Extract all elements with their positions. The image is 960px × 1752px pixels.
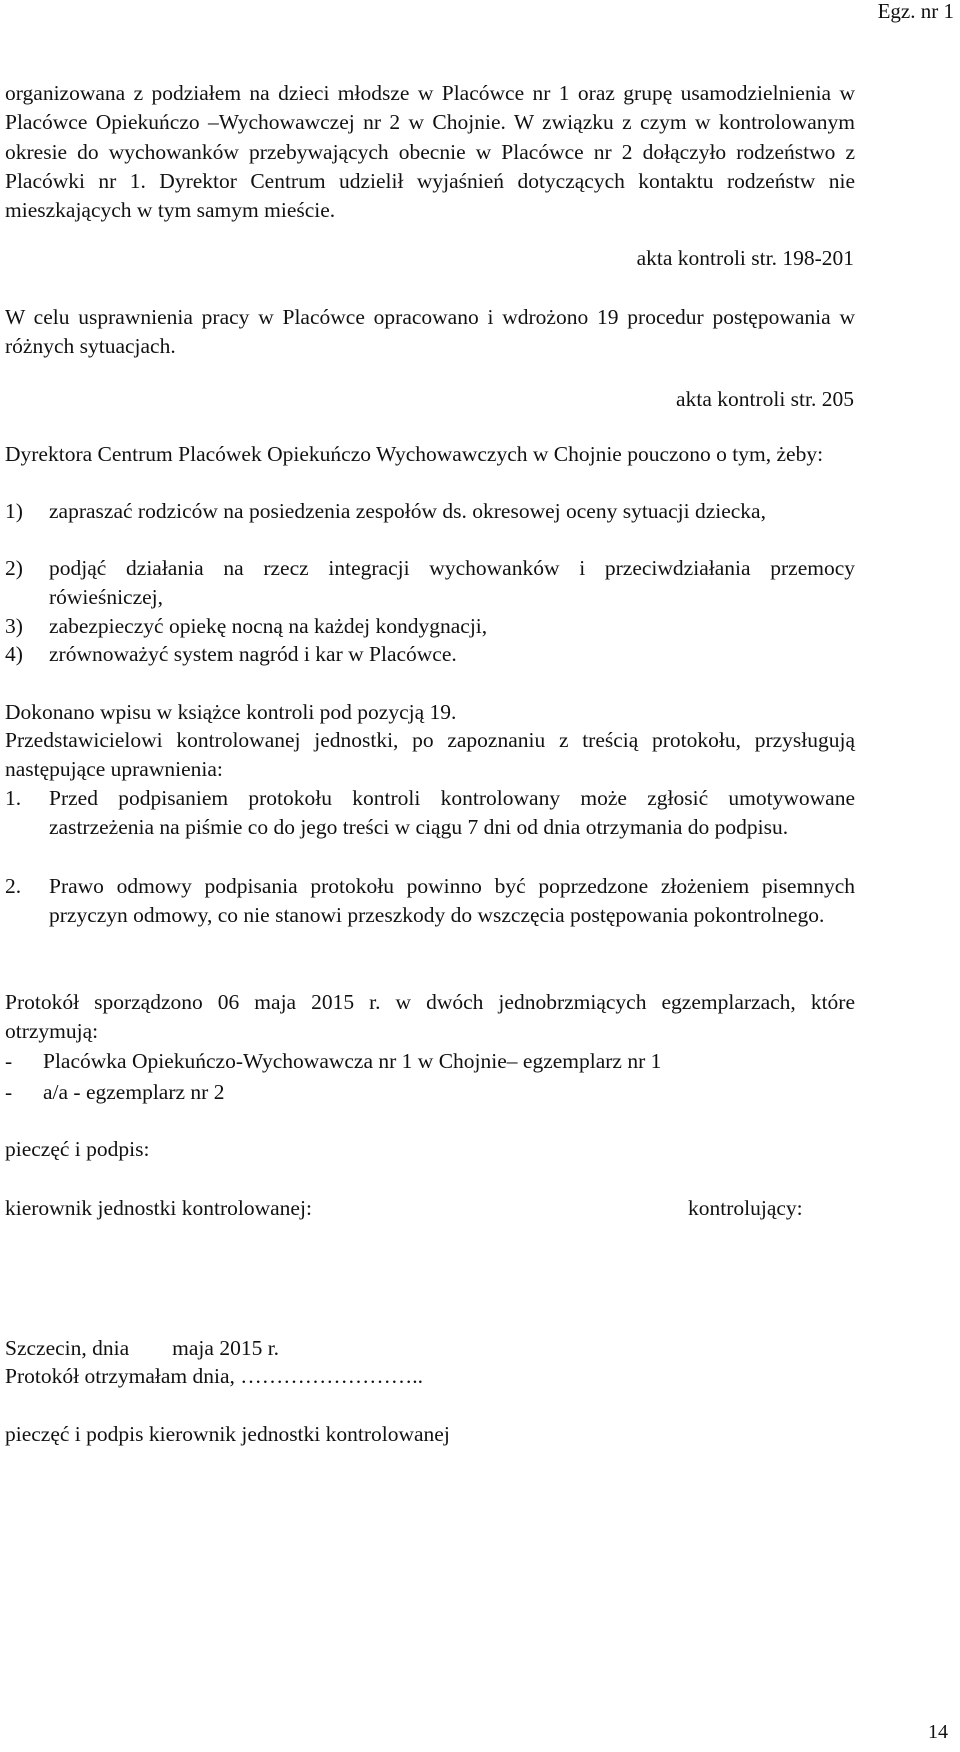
- right-text: Prawo odmowy podpisania protokołu powinno być poprzedzone złożeniem pisemnych przyczyn odmowy, co nie stanowi przeszkody do wszczęcia postępowania pokontrolnego.: [49, 874, 855, 928]
- stamp-signature-label: pieczęć i podpis:: [5, 1137, 150, 1161]
- inspector-label: kontrolujący:: [688, 1196, 803, 1220]
- received-date-line: Protokół otrzymałam dnia, ……………………..: [5, 1364, 424, 1388]
- paragraph-protocol-copies: Protokół sporządzono 06 maja 2015 r. w dwóch jednobrzmiących egzemplarzach, które otrzymują:: [5, 990, 855, 1044]
- paragraph-procedures: W celu usprawnienia pracy w Placówce opracowano i wdrożono 19 procedur postępowania w różnych sytuacjach.: [5, 305, 855, 359]
- recipient-dash: -: [5, 1080, 13, 1104]
- instruction-number: 1): [5, 499, 23, 523]
- right-number: 2.: [5, 874, 22, 898]
- instruction-number: 3): [5, 614, 23, 638]
- recipient-item: [5, 1047, 661, 1075]
- instruction-text: zabezpieczyć opiekę nocną na każdej kondygnacji,: [49, 614, 488, 638]
- instruction-item: [5, 497, 855, 526]
- paragraph-instructions-intro: Dyrektora Centrum Placówek Opiekuńczo Wychowawczych w Chojnie pouczono o tym, żeby:: [5, 442, 824, 466]
- reference-198-201: akta kontroli str. 198-201: [636, 246, 854, 270]
- instruction-item: [5, 640, 855, 669]
- place-date-line: Szczecin, dnia maja 2015 r.: [5, 1336, 280, 1360]
- paragraph-rights-intro: Przedstawicielowi kontrolowanej jednostki, po zapoznaniu z treścią protokołu, przysługują następujące uprawnienia:: [5, 728, 855, 782]
- recipient-text: Placówka Opiekuńczo-Wychowawcza nr 1 w Chojnie– egzemplarz nr 1: [43, 1049, 662, 1073]
- instruction-text: zapraszać rodziców na posiedzenia zespołów ds. okresowej oceny sytuacji dziecka,: [49, 499, 766, 523]
- instruction-text: podjąć działania na rzecz integracji wychowanków i przeciwdziałania przemocy rówieśniczej,: [49, 556, 855, 610]
- reference-205: akta kontroli str. 205: [676, 387, 854, 411]
- head-of-unit-label: kierownik jednostki kontrolowanej:: [5, 1196, 312, 1220]
- control-book-entry: Dokonano wpisu w książce kontroli pod pozycją 19.: [5, 700, 457, 724]
- recipient-dash: -: [5, 1049, 13, 1073]
- instruction-item: [5, 554, 855, 613]
- page-number: 14: [928, 1721, 948, 1743]
- right-number: 1.: [5, 786, 22, 810]
- copy-number-label: Egz. nr 1: [877, 0, 954, 23]
- right-item: [5, 784, 855, 843]
- stamp-signature-head-line: pieczęć i podpis kierownik jednostki kontrolowanej: [5, 1422, 450, 1446]
- instruction-text: zrównoważyć system nagród i kar w Placówce.: [49, 642, 457, 666]
- recipient-item: [5, 1078, 224, 1106]
- recipient-text: a/a - egzemplarz nr 2: [43, 1080, 225, 1104]
- paragraph-siblings: organizowana z podziałem na dzieci młodsze w Placówce nr 1 oraz grupę usamodzielnienia w Placówce Opiekuńczo –Wychowawczej nr 2 w Chojnie. W związku z czym w kontrolowanym okresie do wychowanków przebywających obecnie w Placówce nr 2 dołączyło rodzeństwo z Placówki nr 1. Dyrektor Centrum udzielił wyjaśnień dotyczących kontaktu rodzeństw nie mieszkających w tym samym mieście.: [5, 81, 855, 223]
- instruction-number: 2): [5, 556, 23, 580]
- instruction-item: [5, 612, 855, 641]
- right-text: Przed podpisaniem protokołu kontroli kontrolowany może zgłosić umotywowane zastrzeżenia na piśmie co do jego treści w ciągu 7 dni od dnia otrzymania do podpisu.: [49, 786, 855, 840]
- right-item: [5, 872, 855, 931]
- instruction-number: 4): [5, 642, 23, 666]
